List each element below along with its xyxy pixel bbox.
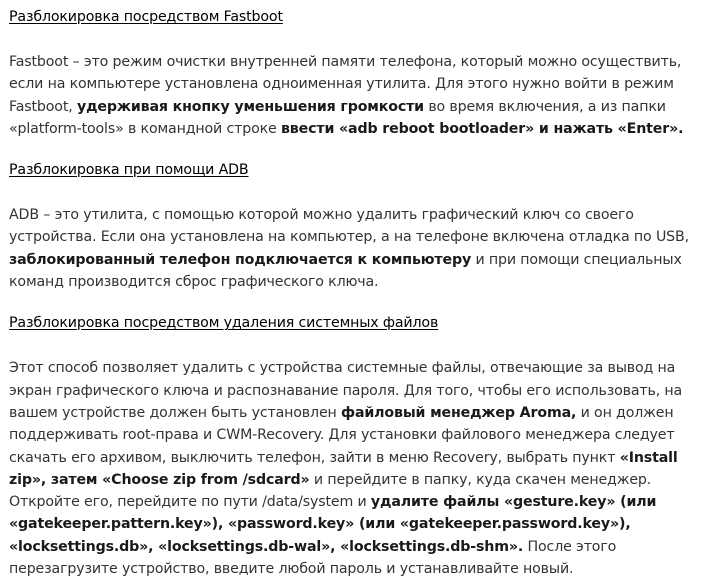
text-run: и при помощи специальных команд производится сброс графического ключа. [9, 251, 682, 291]
text-run: После этого перезагрузите устройство, введите любой пароль и устанавливайте новый. [9, 538, 617, 578]
text-run: ADB – это утилита, с помощью которой можно удалить графический ключ со своего устройства. Если она установлена на компьютер, а на телефоне включена отладка по USB, [9, 207, 689, 246]
spacer [9, 181, 712, 204]
section-heading-fastboot: Разблокировка посредством Fastboot [9, 9, 283, 25]
section-heading-adb: Разблокировка при помощи ADB [9, 162, 249, 179]
spacer [9, 140, 712, 159]
text-run: и он должен поддерживать root-права и CWM-Recovery. Для установки файлового менеджера следует скачать его архивом, выключить телефон, зайти в меню Recovery, выбрать пункт [9, 404, 675, 466]
text-run: и перейдите в папку, куда скачен менеджер. Откройте его, перейдите по пути /data/system и [9, 471, 652, 511]
text-run: Fastboot – это режим очистки внутренней памяти телефона, который можно осуществить, если на компьютере установлена одноименная утилита. Для этого нужно войти в режим Fastboot, [9, 54, 682, 115]
bold-text-run: «Install zip», затем «Choose zip from /sdcard» [9, 449, 678, 488]
spacer [9, 334, 712, 357]
section-heading-system-files: Разблокировка посредством удаления системных файлов [9, 315, 439, 332]
text-run: во время включения, а из папки «platform-tools» в командной строке [9, 98, 666, 137]
bold-text-run: заблокированный телефон подключается к компьютеру [9, 251, 472, 268]
bold-text-run: файловый менеджер Aroma, [341, 404, 577, 421]
paragraph-fastboot [9, 51, 712, 140]
bold-text-run: удалите файлы «gesture.key» (или «gatekeeper.pattern.key»), «password.key» (или «gatekeeper.password.key»), «locksettings.db», «locksettings.db-wal», «locksettings.db-shm». [9, 494, 657, 555]
paragraph-adb [9, 204, 712, 293]
bold-text-run: удерживая кнопку уменьшения громкости [76, 98, 424, 115]
text-run: Этот способ позволяет удалить с устройства системные файлы, отвечающие за вывод на экран графического ключа и распознавание пароля. Для того, чтобы его использовать, на вашем устройстве должен быть установлен [9, 360, 683, 421]
bold-text-run: ввести «adb reboot bootloader» и нажать «Enter». [280, 120, 684, 137]
spacer [9, 28, 712, 51]
spacer [9, 293, 712, 312]
paragraph-system-files [9, 357, 712, 580]
